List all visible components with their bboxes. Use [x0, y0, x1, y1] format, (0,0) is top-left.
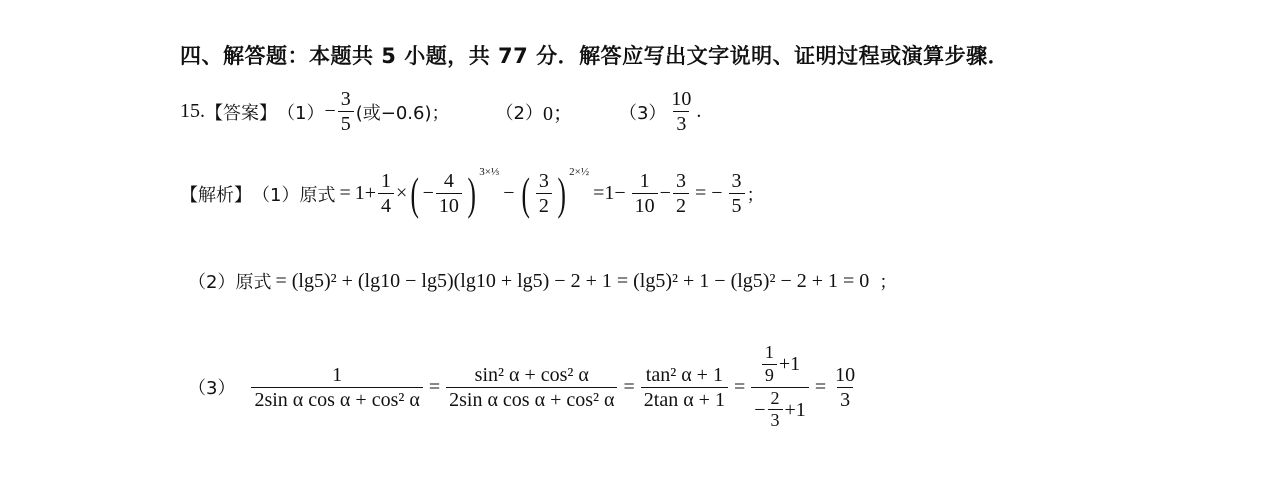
fraction-numerator: 1 [381, 170, 392, 192]
fraction-4-10 [436, 170, 462, 217]
analysis-part1 [180, 165, 765, 219]
fraction-denominator: 3 [768, 409, 783, 431]
line-end: ； [879, 272, 898, 293]
answer-part1-label: （1） [277, 102, 325, 124]
exponent-2: 2×½ [569, 165, 590, 178]
fraction-3-2 [536, 170, 552, 217]
minus-sign: − [503, 182, 515, 204]
fraction-3-5 [729, 170, 745, 217]
minus-sign: − [422, 182, 434, 204]
analysis-part3-label: （3） [188, 378, 236, 400]
fraction-denominator: 2tan α + 1 [641, 387, 728, 411]
fraction-denominator: 9 [762, 364, 777, 386]
exponent-1: 3×⅓ [479, 165, 500, 178]
compound-numerator [757, 343, 803, 387]
fraction-1-9 [762, 343, 777, 386]
fraction-denominator: 5 [729, 193, 745, 217]
fraction-2-3 [768, 389, 783, 432]
fraction-numerator: 10 [671, 88, 692, 110]
section-heading: 四、解答题：本题共 5 小题，共 77 分．解答应写出文字说明、证明过程或演算步骤． [180, 44, 1010, 68]
analysis-part2 [188, 268, 897, 294]
fraction-denominator: 2 [536, 193, 552, 217]
answer-part1-fraction [338, 88, 354, 135]
equals-minus: = − [694, 182, 723, 204]
right-paren: ) [557, 167, 566, 219]
fraction-numerator: 1 [764, 342, 774, 362]
fraction-numerator: 1 [332, 363, 343, 386]
fraction-numerator: sin² α + cos² α [474, 363, 589, 386]
fraction-1-10 [632, 170, 658, 217]
compound-denominator [751, 387, 809, 432]
analysis-part3 [188, 343, 860, 431]
analysis-part2-label: （2） [188, 272, 236, 293]
answer-part3-label: （3） [618, 102, 667, 124]
fraction-numerator: 1 [639, 170, 650, 192]
fraction-1-4 [378, 170, 394, 217]
answer-part3-fraction [668, 88, 694, 135]
equals-sign: = [733, 375, 746, 398]
plus-one: +1 [778, 353, 801, 376]
fraction-step2 [446, 364, 617, 411]
fraction-numerator: 3 [538, 170, 549, 192]
analysis-tag: 【解析】 [180, 184, 252, 206]
answer-part2-label: （2） [495, 102, 543, 124]
fraction-denominator: 3 [673, 111, 689, 135]
line-end: ； [746, 184, 765, 206]
fraction-numerator: tan² α + 1 [645, 363, 723, 386]
fraction-step1 [251, 364, 422, 411]
fraction-denominator: 5 [338, 111, 354, 135]
part2-expression: = (lg5)² + (lg10 − lg5)(lg10 + lg5) − 2 + 1 = (lg5)² + 1 − (lg5)² − 2 + 1 = 0 [275, 269, 870, 292]
original-expression-label: 原式 [235, 272, 272, 293]
analysis-part1-label: （1） [252, 184, 300, 206]
fraction-step3 [641, 364, 728, 411]
fraction-numerator: 2 [770, 387, 780, 408]
original-expression-label: 原式 [299, 184, 336, 206]
equals-sign: = [623, 375, 635, 398]
answer-line [180, 88, 701, 135]
fraction-numerator: 4 [443, 170, 454, 192]
equals-sign: = [428, 375, 441, 398]
answer-tag: 【答案】 [205, 102, 277, 124]
fraction-denominator: 2sin α cos α + cos² α [446, 387, 617, 411]
answer-part2-value: 0； [542, 103, 573, 125]
answer-part1-alt: (或−0.6)； [355, 102, 450, 124]
left-paren: ( [521, 167, 531, 219]
fraction-result [832, 364, 858, 411]
fraction-denominator: 2 [673, 193, 689, 217]
minus-sign: − [754, 398, 766, 421]
term-one-plus: 1+ [354, 182, 377, 204]
equals-sign: = [814, 375, 827, 398]
minus-sign: − [659, 182, 671, 204]
fraction-denominator: 2sin α cos α + cos² α [251, 387, 422, 411]
fraction-numerator: 3 [340, 88, 351, 110]
fraction-denominator: 10 [632, 193, 658, 217]
fraction-numerator: 3 [675, 170, 686, 192]
answer-part3-end: . [696, 100, 702, 122]
fraction-numerator: 10 [835, 363, 856, 386]
fraction-step4-compound [751, 343, 809, 431]
fraction-3-2-b [673, 170, 689, 217]
fraction-numerator: 3 [731, 170, 742, 192]
fraction-denominator: 4 [378, 193, 394, 217]
left-paren: ( [410, 167, 420, 219]
equals-one-minus: =1− [593, 182, 626, 204]
plus-one: +1 [784, 398, 806, 421]
equals-sign: = [339, 182, 351, 204]
times-sign: × [396, 182, 408, 204]
question-number: 15. [180, 100, 205, 122]
right-paren: ) [467, 167, 476, 219]
fraction-denominator: 10 [436, 193, 462, 217]
answer-part1-minus: − [324, 100, 336, 122]
fraction-denominator: 3 [837, 387, 853, 411]
